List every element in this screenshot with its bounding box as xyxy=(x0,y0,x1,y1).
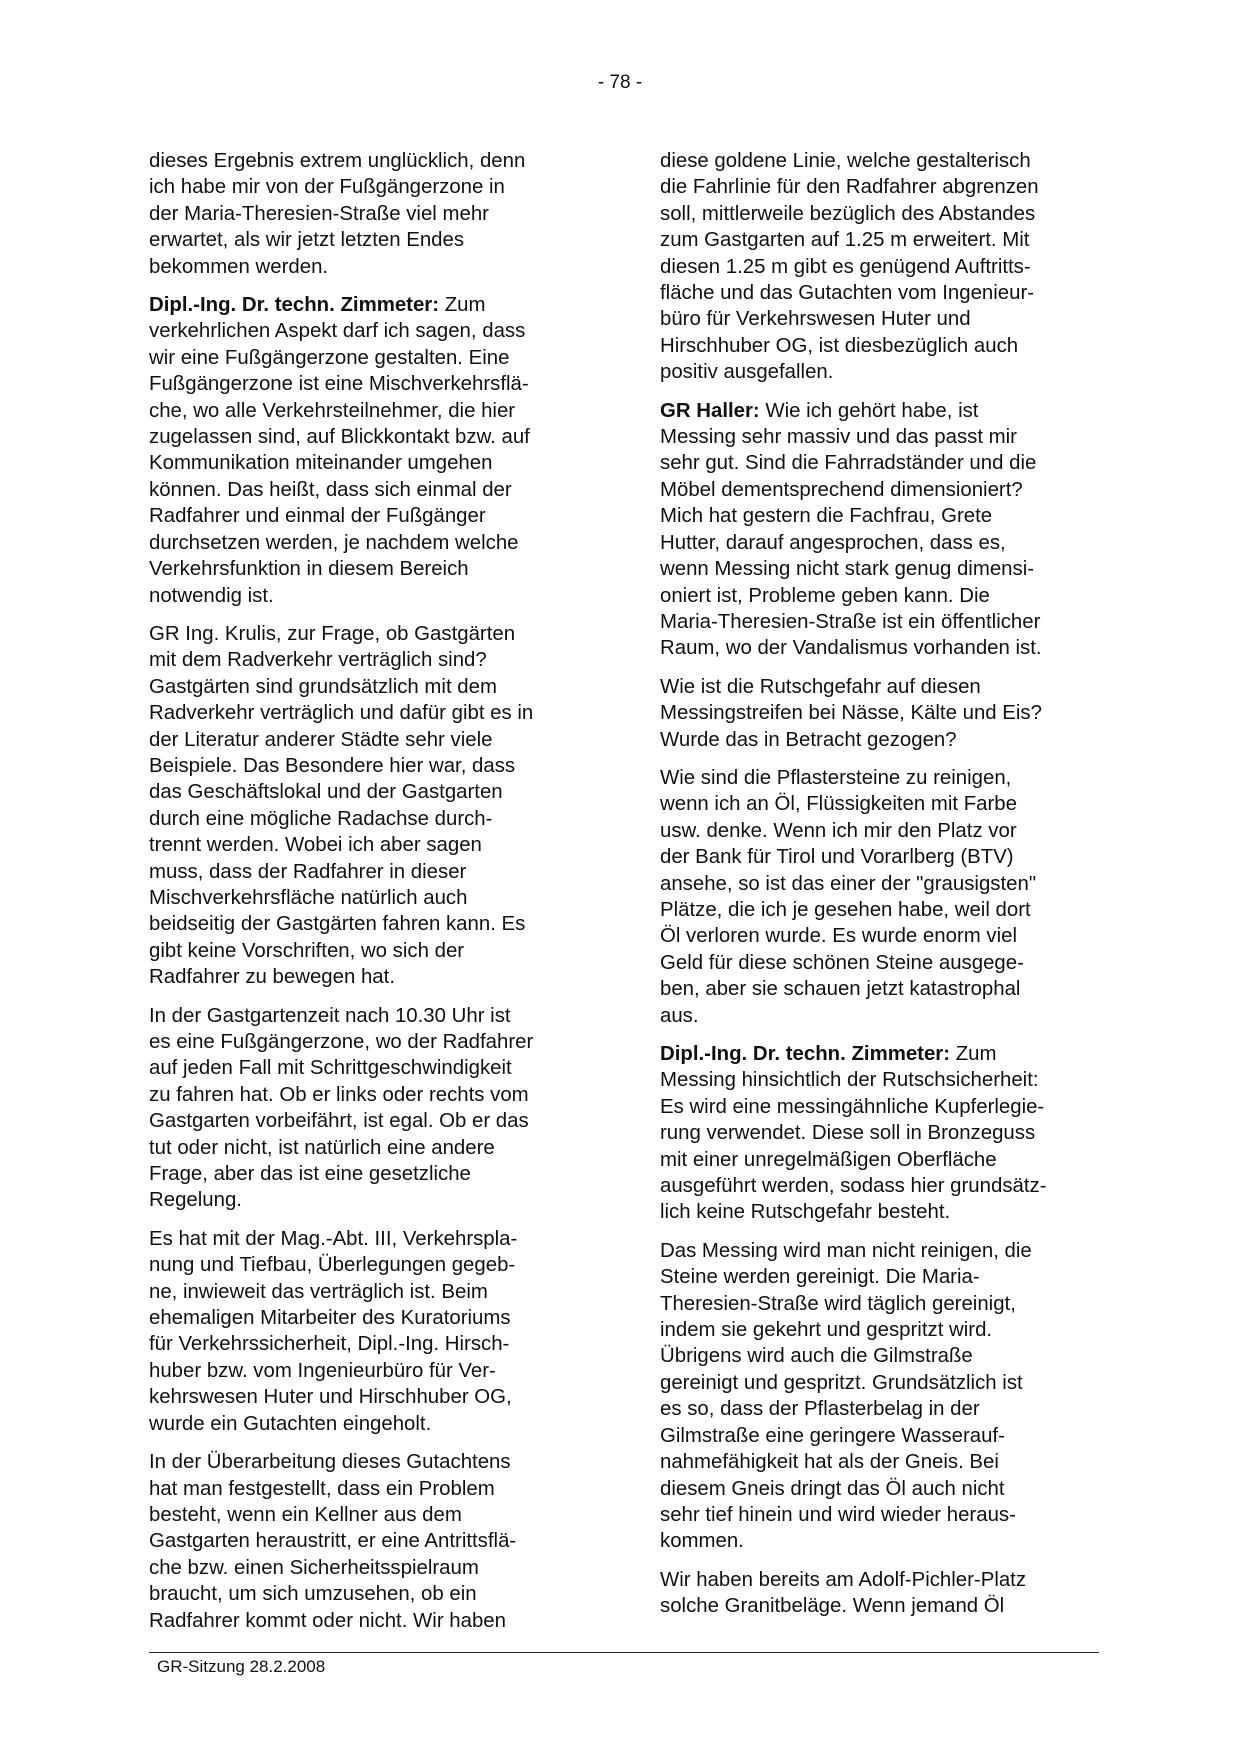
text-line: wir eine Fußgängerzone gestalten. Eine xyxy=(149,346,510,369)
text-line: der Maria-Theresien-Straße viel mehr xyxy=(149,202,489,225)
speaker-name: Dipl.-Ing. Dr. techn. Zimmeter: xyxy=(660,1043,951,1065)
paragraph xyxy=(149,1449,604,1634)
text-line: gereinigt und gespritzt. Grundsätzlich ist xyxy=(660,1371,1023,1394)
text-line: ben, aber sie schauen jetzt katastrophal xyxy=(660,978,1021,1001)
text-line: usw. denke. Wenn ich mir den Platz vor xyxy=(660,819,1017,842)
text-line: Gilmstraße eine geringere Wasserauf- xyxy=(660,1424,1005,1447)
text-line: das Geschäftslokal und der Gastgarten xyxy=(149,781,503,804)
text-line: Gastgarten vorbeifährt, ist egal. Ob er das xyxy=(149,1110,529,1133)
text-line: aus. xyxy=(660,1004,699,1027)
text-line: Verkehrsfunktion in diesem Bereich xyxy=(149,558,469,581)
text-line: ich habe mir von der Fußgängerzone in xyxy=(149,176,505,199)
text-line: der Bank für Tirol und Vorarlberg (BTV) xyxy=(660,846,1014,869)
text-line: der Literatur anderer Städte sehr viele xyxy=(149,728,493,751)
text-line xyxy=(660,398,1115,424)
text-line: Geld für diese schönen Steine ausgege- xyxy=(660,951,1024,974)
paragraph xyxy=(660,148,1115,386)
text-line: diese goldene Linie, welche gestalterisch xyxy=(660,150,1031,172)
paragraph xyxy=(660,1567,1115,1620)
text-line: Kommunikation miteinander umgehen xyxy=(149,452,493,475)
text-line-content: Wie ich gehört habe, ist xyxy=(759,399,979,422)
text-line: dieses Ergebnis extrem unglücklich, denn xyxy=(149,150,526,172)
text-line: wurde ein Gutachten eingeholt. xyxy=(149,1412,432,1435)
text-line: lich keine Rutschgefahr besteht. xyxy=(660,1201,951,1224)
text-line: nahmefähigkeit hat als der Gneis. Bei xyxy=(660,1451,999,1474)
text-line: kehrswesen Huter und Hirschhuber OG, xyxy=(149,1386,512,1409)
text-line xyxy=(660,1041,1115,1067)
text-line: bekommen werden. xyxy=(149,255,329,278)
paragraph xyxy=(660,398,1115,662)
paragraph xyxy=(660,765,1115,1029)
text-line: Plätze, die ich je gesehen habe, weil dort xyxy=(660,898,1031,921)
text-line: diesem Gneis dringt das Öl auch nicht xyxy=(660,1477,1005,1500)
paragraph xyxy=(149,1226,604,1437)
text-line: che bzw. einen Sicherheitsspielraum xyxy=(149,1556,479,1579)
paragraph xyxy=(660,1041,1115,1226)
text-line: Übrigens wird auch die Gilmstraße xyxy=(660,1345,973,1368)
text-line: die Fahrlinie für den Radfahrer abgrenzen xyxy=(660,176,1039,199)
text-line: oniert ist, Probleme geben kann. Die xyxy=(660,584,990,607)
text-line: Maria-Theresien-Straße ist ein öffentlicher xyxy=(660,610,1041,633)
footer-session-label: GR-Sitzung 28.2.2008 xyxy=(157,1657,326,1676)
left-column xyxy=(149,148,604,1646)
text-line: Steine werden gereinigt. Die Maria- xyxy=(660,1266,980,1289)
text-line: Wie ist die Rutschgefahr auf diesen xyxy=(660,675,981,698)
text-line: Wir haben bereits am Adolf-Pichler-Platz xyxy=(660,1568,1027,1591)
text-line: Beispiele. Das Besondere hier war, dass xyxy=(149,754,516,777)
text-line: Es hat mit der Mag.-Abt. III, Verkehrspla- xyxy=(149,1227,518,1250)
text-line: Theresien-Straße wird täglich gereinigt, xyxy=(660,1292,1016,1315)
text-line: erwartet, als wir jetzt letzten Endes xyxy=(149,229,465,252)
text-line: wenn Messing nicht stark genug dimensi- xyxy=(660,558,1035,581)
text-line: es eine Fußgängerzone, wo der Radfahrer xyxy=(149,1031,534,1053)
text-line: zu fahren hat. Ob er links oder rechts vom xyxy=(149,1083,529,1106)
text-line: hat man festgestellt, dass ein Problem xyxy=(149,1477,495,1500)
speaker-name: Dipl.-Ing. Dr. techn. Zimmeter: xyxy=(149,294,440,317)
text-line: ne, inwieweit das verträglich ist. Beim xyxy=(149,1280,488,1303)
text-line: Messing hinsichtlich der Rutschsicherheit: xyxy=(660,1069,1039,1092)
text-line: Mich hat gestern die Fachfrau, Grete xyxy=(660,505,993,528)
paragraph xyxy=(660,1238,1115,1555)
text-line: ausgeführt werden, sodass hier grundsätz- xyxy=(660,1175,1047,1198)
text-line: solche Granitbeläge. Wenn jemand Öl xyxy=(660,1595,1005,1618)
right-column xyxy=(660,148,1115,1632)
text-line: ansehe, so ist das einer der "grausigsten" xyxy=(660,872,1037,895)
text-line-content: Zum xyxy=(439,294,486,317)
text-line: tut oder nicht, ist natürlich eine andere xyxy=(149,1136,495,1159)
text-line: büro für Verkehrswesen Huter und xyxy=(660,308,971,331)
page-number: - 78 - xyxy=(597,72,643,93)
text-line: che, wo alle Verkehrsteilnehmer, die hier xyxy=(149,399,516,422)
text-line: Fußgängerzone ist eine Mischverkehrsflä- xyxy=(149,373,529,396)
paragraph xyxy=(149,1003,604,1214)
text-line: GR Ing. Krulis, zur Frage, ob Gastgärten xyxy=(149,622,516,645)
text-line xyxy=(149,292,604,318)
paragraph xyxy=(149,292,604,609)
text-line: ehemaligen Mitarbeiter des Kuratoriums xyxy=(149,1307,511,1330)
text-line: beidseitig der Gastgärten fahren kann. Es xyxy=(149,913,526,936)
text-line: mit einer unregelmäßigen Oberfläche xyxy=(660,1148,997,1171)
text-line: Frage, aber das ist eine gesetzliche xyxy=(149,1163,471,1186)
text-line: notwendig ist. xyxy=(149,584,274,607)
text-line: soll, mittlerweile bezüglich des Abstandes xyxy=(660,202,1036,225)
text-line: durchsetzen werden, je nachdem welche xyxy=(149,531,519,554)
text-line: Radfahrer zu bewegen hat. xyxy=(149,966,395,989)
text-line: Mischverkehrsfläche natürlich auch xyxy=(149,886,468,909)
paragraph xyxy=(660,674,1115,753)
text-line: Gastgärten sind grundsätzlich mit dem xyxy=(149,675,497,698)
text-line: kommen. xyxy=(660,1530,744,1553)
text-line: diesen 1.25 m gibt es genügend Auftritts- xyxy=(660,255,1031,278)
text-line: Radverkehr verträglich und dafür gibt es in xyxy=(149,702,534,725)
text-line: zugelassen sind, auf Blickkontakt bzw. auf xyxy=(149,426,530,449)
text-line: besteht, wenn ein Kellner aus dem xyxy=(149,1503,462,1526)
text-line: Wurde das in Betracht gezogen? xyxy=(660,728,957,751)
text-line: auf jeden Fall mit Schrittgeschwindigkeit xyxy=(149,1057,512,1080)
text-line: gibt keine Vorschriften, wo sich der xyxy=(149,939,465,962)
text-line: Messingstreifen bei Nässe, Kälte und Eis? xyxy=(660,702,1042,725)
text-line: mit dem Radverkehr verträglich sind? xyxy=(149,649,487,672)
text-line: Es wird eine messingähnliche Kupferlegie- xyxy=(660,1095,1045,1118)
text-line: Öl verloren wurde. Es wurde enorm viel xyxy=(660,925,1017,948)
text-line: Hutter, darauf angesprochen, dass es, xyxy=(660,531,1006,554)
text-line: Möbel dementsprechend dimensioniert? xyxy=(660,478,1023,501)
text-line: verkehrlichen Aspekt darf ich sagen, dass xyxy=(149,320,526,343)
text-line-content: Zum xyxy=(950,1043,997,1065)
text-line: für Verkehrssicherheit, Dipl.-Ing. Hirsch- xyxy=(149,1333,510,1356)
text-line: Hirschhuber OG, ist diesbezüglich auch xyxy=(660,334,1019,357)
text-line: indem sie gekehrt und gespritzt wird. xyxy=(660,1319,993,1342)
text-line: sehr gut. Sind die Fahrradständer und die xyxy=(660,452,1037,475)
footer-divider xyxy=(149,1652,1099,1653)
text-line: rung verwendet. Diese soll in Bronzeguss xyxy=(660,1122,1036,1145)
text-line: In der Gastgartenzeit nach 10.30 Uhr ist xyxy=(149,1004,511,1027)
text-line: braucht, um sich umzusehen, ob ein xyxy=(149,1583,477,1606)
text-line: zum Gastgarten auf 1.25 m erweitert. Mit xyxy=(660,229,1030,252)
text-line: muss, dass der Radfahrer in dieser xyxy=(149,860,467,883)
text-line: durch eine mögliche Radachse durch- xyxy=(149,807,493,830)
text-line: Regelung. xyxy=(149,1189,242,1212)
text-line: es so, dass der Pflasterbelag in der xyxy=(660,1398,980,1421)
paragraph xyxy=(149,621,604,991)
speaker-name: GR Haller: xyxy=(660,399,760,422)
text-line: können. Das heißt, dass sich einmal der xyxy=(149,478,512,501)
text-line: Gastgarten heraustritt, er eine Antrittsflä- xyxy=(149,1530,517,1553)
text-line: trennt werden. Wobei ich aber sagen xyxy=(149,834,482,857)
text-line: Radfahrer und einmal der Fußgänger xyxy=(149,505,486,528)
text-line: In der Überarbeitung dieses Gutachtens xyxy=(149,1451,511,1474)
text-line: sehr tief hinein und wird wieder heraus- xyxy=(660,1503,1016,1526)
text-line: wenn ich an Öl, Flüssigkeiten mit Farbe xyxy=(660,793,1017,816)
text-line: Wie sind die Pflastersteine zu reinigen, xyxy=(660,766,1012,789)
text-line: Das Messing wird man nicht reinigen, die xyxy=(660,1239,1032,1262)
text-line: huber bzw. vom Ingenieurbüro für Ver- xyxy=(149,1359,496,1382)
text-line: nung und Tiefbau, Überlegungen gegeb- xyxy=(149,1254,516,1277)
text-line: fläche und das Gutachten vom Ingenieur- xyxy=(660,282,1035,305)
text-line: Radfahrer kommt oder nicht. Wir haben xyxy=(149,1609,506,1632)
text-line: positiv ausgefallen. xyxy=(660,361,834,384)
text-line: Raum, wo der Vandalismus vorhanden ist. xyxy=(660,637,1042,660)
text-line: Messing sehr massiv und das passt mir xyxy=(660,426,1017,449)
paragraph xyxy=(149,148,604,280)
